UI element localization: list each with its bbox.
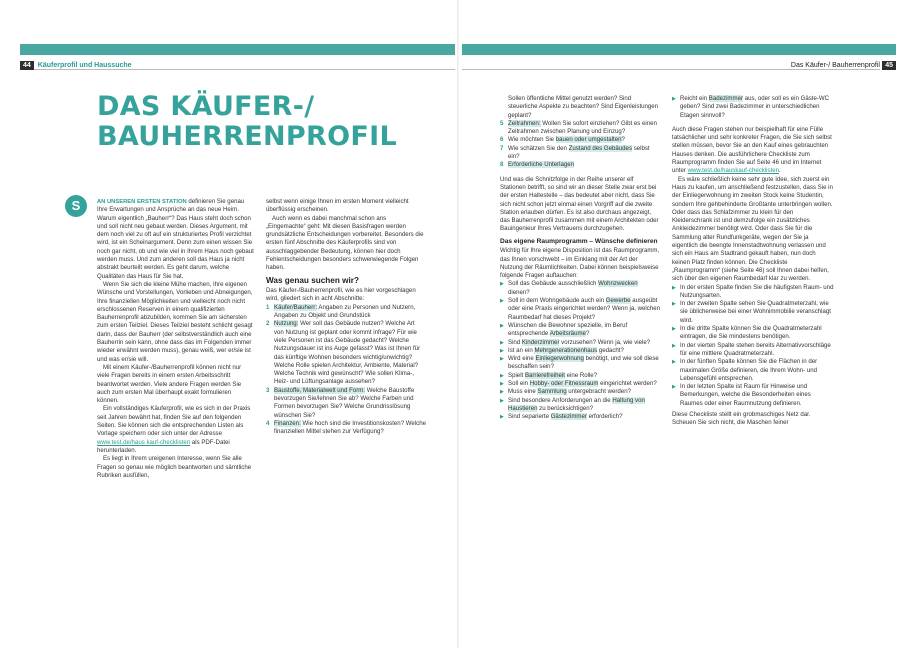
item-text: ? xyxy=(621,136,625,144)
list-item xyxy=(266,304,426,321)
paragraph: Mit einem Käufer-/Bauherrenprofil können nicht nur viele Fragen bereits in einem ersten Arbeitsschritt beantwortet werden. Viele andere Fragen werden Sie auch zum ersten Mal überhaupt exakt formulieren können. xyxy=(97,363,242,405)
left-page-number: 44 xyxy=(20,61,34,70)
item-text: Muss eine xyxy=(508,388,538,396)
paragraph: Auch wenn es dabei manchmal schon ans „Eingemachte“ geht: Mit diesen Basisfragen werden grundsätzliche Entscheidungen vorbereitet. Besonders die ersten fünf Abschnitte des Käuferprofils sind von ausschlaggebender Bedeutung, können hier doch Fehlentscheidungen besonders schwerwiegende Folgen haben. xyxy=(266,214,424,272)
item-text: ? xyxy=(585,330,590,338)
item-keyword: Zeitrahmen: xyxy=(508,119,541,127)
paragraph: Und was die Schnitzfolge in der Reihe unserer elf Stationen betrifft, so sind wir an dieser Stelle zwar erst bei der ersten Haltestelle – das bedeutet aber nicht, dass Sie sich nicht schon jetzt einmal einen Vorgriff auf die zweite Station erlauben dürfen. Es ist also durchaus angezeigt, das Bauherrenprofil zusammen mit einem Architekten oder Bauingenieur Ihres Vertrauens durchzugehen. xyxy=(500,175,659,233)
item-text: untergebracht werden? xyxy=(566,388,631,396)
item-text: Wie möchten Sie xyxy=(508,136,556,144)
item-text: Soll das Gebäude ausschließlich xyxy=(508,280,599,288)
section-heading: Das eigene Raumprogramm – Wünsche definieren xyxy=(500,237,658,245)
item-keyword: Zustand des Gebäudes xyxy=(568,144,632,152)
item-text: eine Rolle? xyxy=(564,371,598,379)
list-item xyxy=(672,95,834,120)
item-keyword: Barrierefreiheit xyxy=(524,371,565,379)
list-item: ▶ In der fünften Spalte können Sie die Flächen in der maximalen Größe definieren, die Ihrem Wohn- und Lebensgefühl entsprechen. xyxy=(672,358,834,383)
room-questions-list xyxy=(500,280,660,421)
item-text: Wird eine xyxy=(508,355,536,363)
paragraph: Es wäre schließlich keine sehr gute Idee, sich zuerst ein Haus zu kaufen, um anschließend festzustellen, dass Sie in der Einliegerwohnung im zweiten Stock keine Studentin, sondern Ihre gehbehinderte Großtante unterbringen wollen. Oder dass das Schlafzimmer zu klein für den Kleiderschrank ist und demzufolge ein zusätzliches Ankleidezimmer benötigt wird. Oder dass Sie für die Sammlung alter Rundfunkgeräte, wegen der Sie ja eigentlich die beengte Innenstadtwohnung verlassen und sich ein Haus am Stadtrand gekauft haben, nun doch keinen Platz finden können. Die Checkliste „Raumprogramm“ (siehe Seite 46) soll Ihnen dabei helfen, sich über den eigenen Raumbedarf klar zu werden. xyxy=(672,175,833,283)
item-number: 6 xyxy=(500,136,504,144)
room-questions-list-continued xyxy=(672,95,834,120)
paragraph: Wenn Sie sich die kleine Mühe machen, Ihre eigenen Wünsche und Vorstellungen, Vorlieben und Abneigungen, Ihre finanziellen Möglichkeiten und vielleicht noch nicht erschlossenen Reserven in einem qualifizierten Bauherrenprofil abzubilden, kommen Sie am sichersten zum ersten Teilziel. Dieses Teilziel besteht schlicht gesagt darin, dass der Bauherr (der selbstverständlich auch eine Bauherrin sein kann, ohne dass das im Folgenden immer wieder erwähnt werden muss), genau weiß, wer er/sie ist und was er/sie will. xyxy=(97,280,253,363)
checklist-link[interactable]: www.test.de/hauskauf-checklisten xyxy=(687,167,780,175)
item-text: Sind xyxy=(508,338,522,346)
list-item xyxy=(500,413,660,421)
item-keyword: Erforderliche Unterlagen xyxy=(508,161,575,169)
item-text: Sind besondere Anforderungen an die xyxy=(508,396,613,404)
checklist-link[interactable]: www.test.de/haus kauf-checklisten xyxy=(97,438,191,446)
paragraph: Das Käufer-/Bauherrenprofil, wie es hier vorgeschlagen wird, gliedert sich in acht Abschnitte: xyxy=(266,287,416,303)
list-item xyxy=(266,320,426,386)
list-item xyxy=(500,339,660,347)
item-number: 7 xyxy=(500,144,504,152)
list-item: ▶ In der zweiten Spalte sehen Sie Quadratmeterzahl, wie sie üblicherweise bei einer Wohnimmobilie veranschlagt wird. xyxy=(672,300,834,325)
list-item xyxy=(500,145,660,162)
item-text: Reicht ein xyxy=(680,95,709,102)
item-text: Spielt xyxy=(508,371,525,379)
item-keyword: Baustoffe, Materialwelt und Form: xyxy=(274,386,365,394)
paragraph-text: als PDF-Datei herunterladen. xyxy=(97,438,230,454)
left-running-head xyxy=(20,61,455,70)
list-item xyxy=(500,120,660,137)
list-item xyxy=(500,355,660,372)
item-number: 2 xyxy=(266,320,270,328)
left-section-title: Käuferprofil und Haussuche xyxy=(37,62,132,69)
section-heading: Was genau suchen wir? xyxy=(266,275,359,285)
item-number: 5 xyxy=(500,119,504,127)
paragraph xyxy=(97,405,254,455)
paragraph: Diese Checkliste stellt ein grobmaschiges Netz dar. Scheuen Sie sich nicht, die Maschen feiner xyxy=(672,410,811,427)
item-keyword: Kinderzimmer xyxy=(521,338,560,346)
item-text: dienen? xyxy=(508,288,530,296)
paragraph: selbst wenn einige Ihnen im ersten Moment vielleicht überflüssig erscheinen. xyxy=(266,198,409,214)
profile-sections-list xyxy=(266,304,426,437)
list-item xyxy=(500,297,660,322)
checklist-columns-list xyxy=(672,284,834,408)
right-header-bar xyxy=(462,44,896,55)
list-item: ▶ In der vierten Spalte stehen bereits Alternativvorschläge für eine mittlere Quadratmeterzahl. xyxy=(672,342,834,359)
item-text: vorzusehen? Wenn ja, wie viele? xyxy=(559,338,651,346)
item-text: Angaben zu Personen und Nutzern, Angaben zu Objekt und Grundstück xyxy=(274,303,416,320)
item-number: 4 xyxy=(266,419,270,427)
intro-paragraph xyxy=(97,198,254,281)
item-keyword: Gästezimmer xyxy=(550,413,587,421)
paragraph: Es liegt in Ihrem ureigenen Interesse, wenn Sie alle Fragen so genau wie möglich beantworten und sämtliche Rubriken ausfüllen, xyxy=(97,455,252,479)
right-section-title: Das Käufer-/ Bauherrenprofil xyxy=(790,62,880,69)
item-text: ausgeübt oder eine Praxis eingerichtet werden? Wenn ja, welchen Raumbedarf hat dieses Projekt? xyxy=(508,297,660,321)
item-keyword: Finanzen: xyxy=(274,419,301,427)
list-item xyxy=(500,322,660,339)
item-text: Welche Baustoffe bevorzugen Sie/lehnen Sie ab? Welche Farben und Formen bevorzugen Sie? Welche Grundrisslösung wünschen Sie? xyxy=(274,386,415,419)
item-keyword: Sammlung xyxy=(537,388,567,396)
item-keyword: Käufer/Bauherr: xyxy=(274,303,318,311)
list-item xyxy=(266,420,426,437)
list-item xyxy=(500,161,660,169)
list-item xyxy=(500,347,660,355)
list-item xyxy=(266,387,426,420)
item-text: gedacht? xyxy=(597,346,624,354)
intro-text: definieren Sie genau Ihre Erwartungen und Ansprüche an das neue Heim. Warum eigentlich „Bauherr“? Das Haus steht doch schon und soll nicht neu gebaut werden. Dieses Argument, mit dem noch viel zu oft auf ein strukturiertes Profil verzichtet wird, ist ein Scheinargument. Denn zum einen wissen Sie noch gar nicht, ob und wie viel in Ihrem Haus noch gebaut werden muss. Und zum anderen soll das Haus ja nicht abstrakt beurteilt werden. Es geht darum, welche Qualitäten das Haus für Sie hat. xyxy=(97,198,254,280)
item-text: Soll in dem Wohngebäude auch ein xyxy=(508,297,606,305)
list-item: ▶ In der letzten Spalte ist Raum für Hinweise und Bemerkungen, welche die Besonderheiten eines Raumes oder einer Raumnutzung definieren. xyxy=(672,383,834,408)
chapter-title-line1: DAS KÄUFER-/ xyxy=(97,91,315,122)
list-item xyxy=(500,95,660,120)
item-number: 1 xyxy=(266,303,270,311)
item-text: eingerichtet werden? xyxy=(598,380,657,387)
item-keyword: Badezimmer xyxy=(708,95,743,102)
item-text: Ist an ein xyxy=(508,346,535,354)
item-text: Wünschen die Bewohner spezielle, im Beruf entsprechende xyxy=(508,321,628,338)
item-text: Wer soll das Gebäude nutzen? Welche Art von Nutzung ist geplant oder kommt infrage? Für wie viele Personen ist das Gebäude gedacht? Welche Nutzungsdauer ist ins Auge gefasst? Was ist Ihnen für das künftige Wohnen besonders wichtig/unwichtig? Welche Rolle spielen Architektur, Ambiente, Material? Welche Technik wird gewünscht? Wie sollen Klima-, Heiz- und Lüftungsanlage aussehen? xyxy=(274,320,421,386)
item-keyword: Hobby- oder Fitnessraum xyxy=(529,380,599,387)
paragraph-text: . xyxy=(779,167,781,175)
right-running-head xyxy=(462,61,893,70)
item-text: Wollen Sie sofort einziehen? Gibt es einen Zeitrahmen zwischen Planung und Einzug? xyxy=(508,119,657,136)
item-number: 3 xyxy=(266,386,270,394)
list-item: ▶ In der ersten Spalte finden Sie die häufigsten Raum- und Nutzungsarten. xyxy=(672,284,834,301)
list-item xyxy=(500,372,660,380)
item-keyword: Gewerbe xyxy=(605,297,631,305)
station-badge-icon: S xyxy=(65,195,87,217)
item-keyword: Einliegerwohnung xyxy=(535,355,584,363)
list-item xyxy=(500,136,660,144)
right-column-2 xyxy=(672,95,834,428)
left-column-1 xyxy=(97,198,254,480)
left-header-bar xyxy=(20,44,455,55)
item-keyword: Wohnzwecken xyxy=(598,280,638,288)
paragraph-text: Auch diese Fragen stehen nur beispielhaft für eine Fülle tatsächlicher und sehr konkreter Fragen, die Sie sich selbst stellen müssen, bevor Sie an den Kauf eines gebrauchten Hauses denken. Die ausführlichere Checkliste zum Raumprogramm finden Sie auf Seite 46 und im Internet unter xyxy=(672,125,832,175)
item-text: selbst ein? xyxy=(508,144,650,161)
paragraph: Wichtig für Ihre eigene Disposition ist das Raumprogramm, das Ihnen vorschwebt – im Einklang mit der Art der Nutzung der Räumlichkeiten. Dabei können beispielsweise folgende Fragen auftauchen: xyxy=(500,247,660,280)
left-column-2 xyxy=(266,198,426,437)
item-text: erforderlich? xyxy=(586,413,623,421)
list-item xyxy=(500,397,660,414)
item-text: Soll ein xyxy=(508,380,530,387)
list-item xyxy=(500,388,660,396)
list-item xyxy=(500,380,660,388)
list-item: ▶ In die dritte Spalte können Sie die Quadratmeterzahl eintragen, die Sie mindestens benötigen. xyxy=(672,325,834,342)
paragraph-text: Ein vollständiges Käuferprofil, wie es sich in der Praxis seit Jahren bewährt hat, finden Sie auf den folgenden Seiten. Sie können sich die entsprechenden Listen als Vorlage speichern oder sich unter der Adresse xyxy=(97,405,251,438)
item-text: aus, oder soll es ein Gäste-WC geben? Sind zwei Badezimmer in unterschiedlichen Etagen sinnvoll? xyxy=(680,95,830,119)
item-keyword: Arbeitsräume xyxy=(549,330,586,338)
item-keyword: bauen oder umgestalten xyxy=(555,136,622,144)
right-column-1 xyxy=(500,95,660,421)
paragraph xyxy=(672,126,834,176)
book-gutter xyxy=(457,0,460,648)
item-text: Sind separierte xyxy=(508,413,551,421)
item-keyword: Haltung von Haustieren xyxy=(508,396,645,412)
item-text: Sollen öffentliche Mittel genutzt werden? Sind steuerliche Aspekte zu beachten? Sind Eigenleistungen geplant? xyxy=(508,95,659,119)
chapter-title xyxy=(97,92,397,152)
profile-sections-list-continued xyxy=(500,95,660,170)
item-number: 8 xyxy=(500,161,504,169)
item-keyword: Nutzung: xyxy=(274,320,299,328)
item-text: Wie hoch sind die Investitionskosten? Welche finanziellen Mittel stehen zur Verfügung? xyxy=(274,419,426,436)
chapter-title-line2: BAUHERRENPROFIL xyxy=(97,121,397,152)
intro-lead: AN UNSEREN ERSTEN STATION xyxy=(97,199,187,205)
item-text: Wie schätzen Sie den xyxy=(508,144,569,152)
item-text: benötigt, und wie soll diese beschaffen sein? xyxy=(508,355,659,371)
item-text: zu berücksichtigen? xyxy=(537,404,594,412)
list-item xyxy=(500,280,660,297)
right-page-number: 45 xyxy=(882,61,896,70)
item-keyword: Mehrgenerationenhaus xyxy=(534,346,598,354)
